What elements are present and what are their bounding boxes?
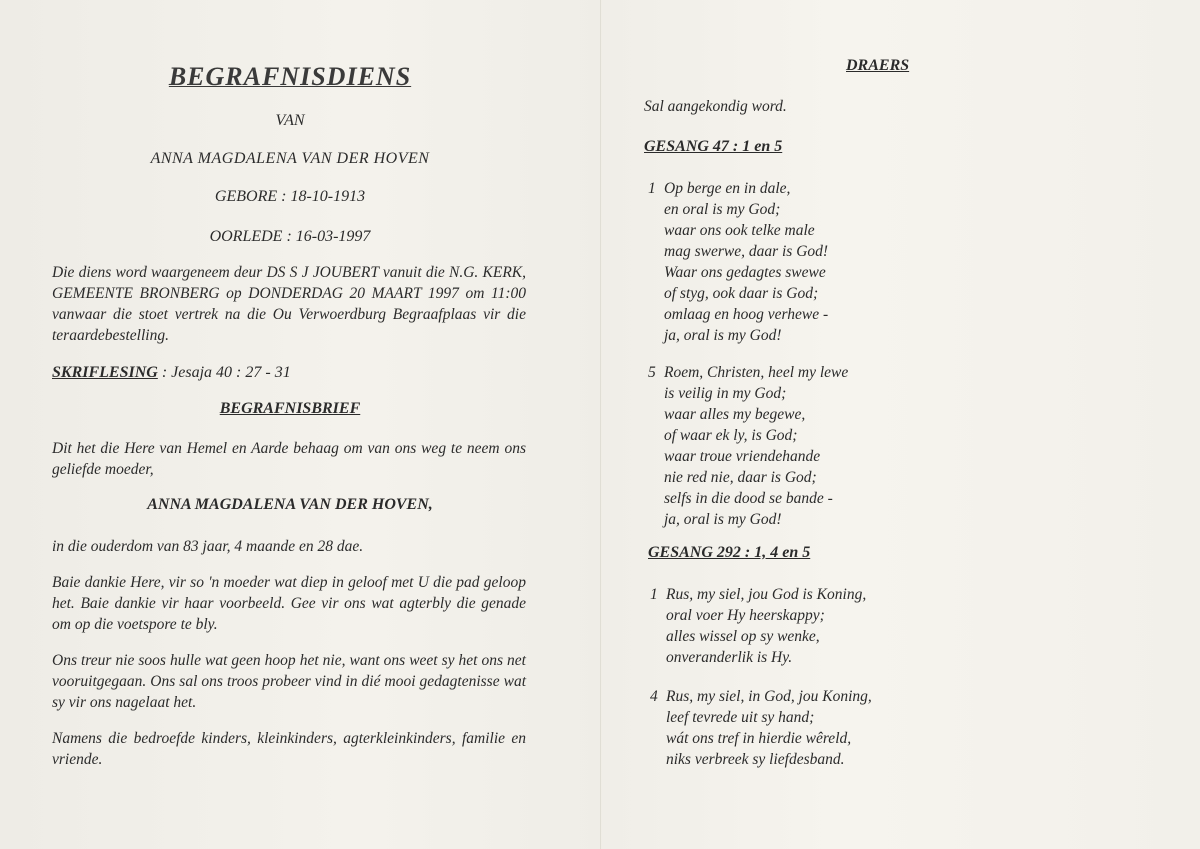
verse-line: of waar ek ly, is God; [664,427,798,444]
scripture-value: : Jesaja 40 : 27 - 31 [157,364,291,381]
verse-line: mag swerwe, daar is God! [664,243,829,260]
verse-line: waar ons ook telke male [664,222,815,239]
hymn-47-verse-5 [648,362,848,530]
verse-number: 5 [648,364,656,381]
verse-line: oral voer Hy heerskappy; [666,607,825,624]
verse-line: Rus, my siel, in God, jou Koning, [666,688,872,705]
verse-line: ja, oral is my God! [664,511,782,528]
hymn-47-verse-1 [648,178,828,346]
letter-deceased-name: ANNA MAGDALENA VAN DER HOVEN, [147,496,433,513]
verse-line: waar alles my begewe, [664,406,806,423]
verse-line: nie red nie, daar is God; [664,469,817,486]
verse-line: waar troue vriendehande [664,448,821,465]
verse-line: selfs in die dood se bande - [664,490,833,507]
verse-number: 4 [650,688,658,705]
van-label: VAN [275,112,305,129]
pallbearers-text: Sal aangekondig word. [644,98,787,115]
letter-paragraph-3: Ons treur nie soos hulle wat geen hoop het nie, want ons weet sy het ons net vooruitgegaan. Ons sal ons troos probeer vind in dié mooi gedagtenisse wat sy vir ons nagelaat het. [52,652,526,711]
service-details: Die diens word waargeneem deur DS S J JOUBERT vanuit die N.G. KERK, GEMEENTE BRONBERG op DONDERDAG 20 MAART 1997 om 11:00 vanwaar die stoet vertrek na die Ou Verwoerdburg Begraafplaas vir die teraardebestelling. [52,264,526,344]
funeral-letter-heading: BEGRAFNISBRIEF [219,400,361,417]
verse-number: 1 [650,586,658,603]
right-page [602,0,1200,849]
letter-age: in die ouderdom van 83 jaar, 4 maande en 28 dae. [52,538,364,555]
letter-paragraph-2: Baie dankie Here, vir so 'n moeder wat diep in geloof met U die pad geloop het. Baie dankie vir haar voorbeeld. Gee vir ons wat agterbly die genade om op die voetspore te bly. [52,574,526,633]
verse-line: Roem, Christen, heel my lewe [664,364,849,381]
verse-line: Waar ons gedagtes swewe [664,264,826,281]
verse-line: omlaag en hoog verhewe - [664,306,829,323]
verse-line: ja, oral is my God! [664,327,782,344]
verse-line: wát ons tref in hierdie wêreld, [666,730,852,747]
verse-number: 1 [648,180,656,197]
service-title: BEGRAFNISDIENS [168,62,412,91]
verse-line: en oral is my God; [664,201,781,218]
scripture-reading [52,364,291,382]
verse-line: Rus, my siel, jou God is Koning, [666,586,867,603]
verse-line: niks verbreek sy liefdesband. [666,751,845,768]
verse-line: is veilig in my God; [664,385,787,402]
hymn-47-heading: GESANG 47 : 1 en 5 [644,138,783,155]
pallbearers-heading: DRAERS [846,57,910,74]
hymn-292-heading: GESANG 292 : 1, 4 en 5 [648,544,811,561]
deceased-name: ANNA MAGDALENA VAN DER HOVEN [150,150,430,167]
verse-line: of styg, ook daar is God; [664,285,819,302]
verse-line: leef tevrede uit sy hand; [666,709,815,726]
verse-line: alles wissel op sy wenke, [666,628,820,645]
death-date: OORLEDE : 16-03-1997 [209,228,371,245]
hymn-292-verse-4 [650,686,872,770]
birth-date: GEBORE : 18-10-1913 [214,188,366,205]
letter-paragraph-1: Dit het die Here van Hemel en Aarde behaag om van ons weg te neem ons geliefde moeder, [52,440,526,478]
letter-signoff: Namens die bedroefde kinders, kleinkinders, agterkleinkinders, familie en vriende. [52,730,526,768]
hymn-292-verse-1 [650,584,866,668]
scripture-label: SKRIFLESING [52,364,158,381]
verse-line: Op berge en in dale, [664,180,791,197]
verse-line: onveranderlik is Hy. [666,649,793,666]
